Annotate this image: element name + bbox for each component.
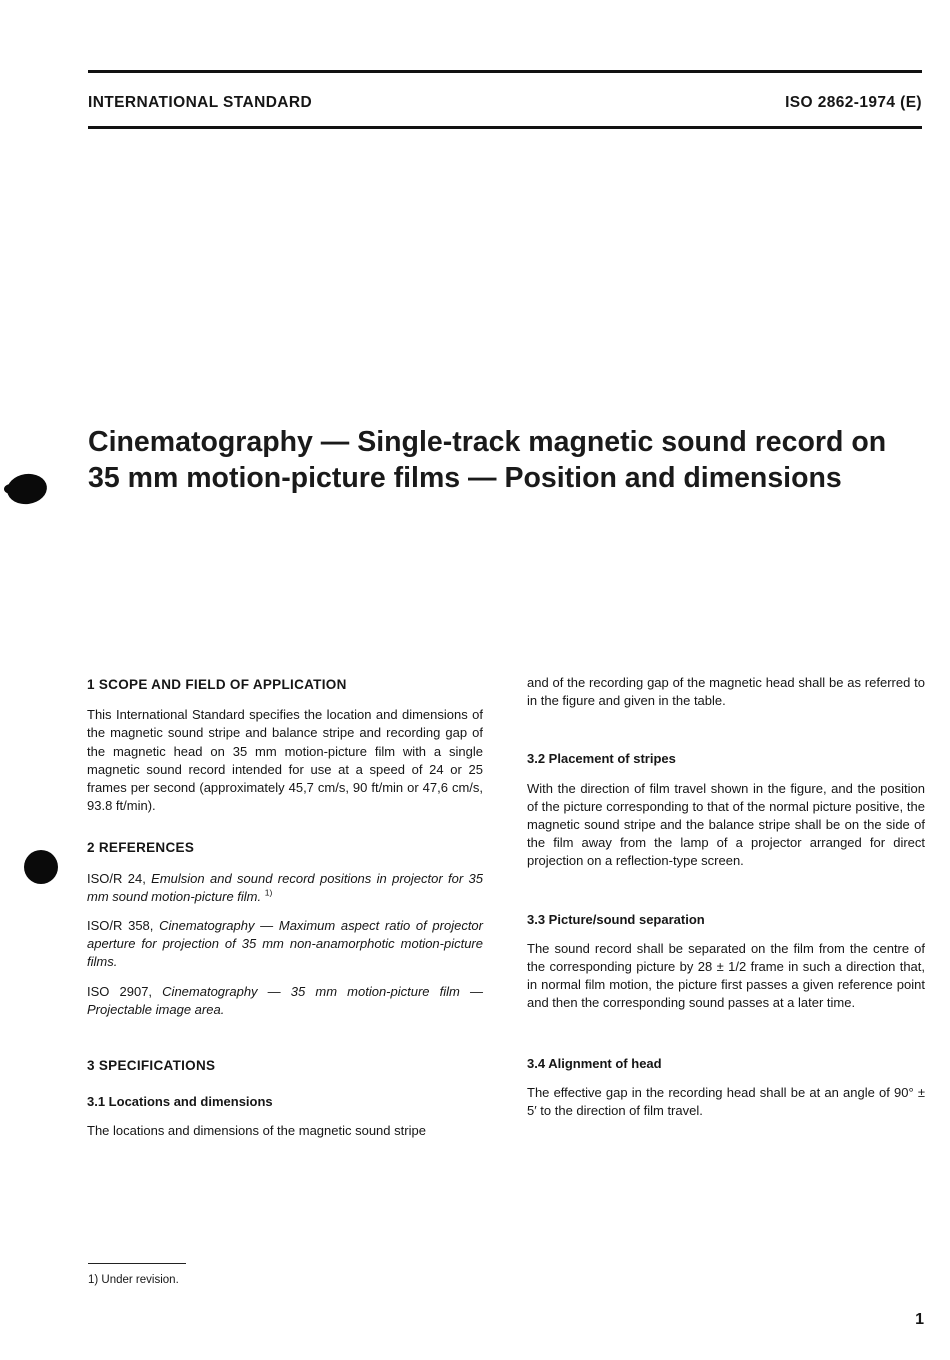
reference-item-3 (87, 983, 483, 1019)
section-3-heading: 3 SPECIFICATIONS (87, 1058, 216, 1074)
header-bottom-rule (88, 126, 922, 129)
section-3-3-text: The sound record shall be separated on the film from the centre of the corresponding picture by 28 ± 1/2 frame in such a direction that, in normal film motion, the picture first passes a given reference point and then the corresponding sound passes at a later time. (527, 940, 925, 1011)
punch-hole-mark-tail-icon (4, 484, 18, 494)
header-top-rule (88, 70, 922, 73)
footnote-marker: 1) (264, 887, 273, 898)
section-1-text: This International Standard specifies the location and dimensions of the magnetic sound stripe and balance stripe and recording gap of the magnetic head on 35 mm motion-picture film with a single magnetic sound record intended for use at a speed of 24 or 25 frames per second (approximately 45,7 cm/s, 90 ft/min or 47,6 cm/s, 93.8 ft/min). (87, 707, 483, 814)
section-1-heading: 1 SCOPE AND FIELD OF APPLICATION (87, 677, 347, 692)
section-3-2-text: With the direction of film travel shown in the figure, and the position of the picture corresponding to that of the normal picture positive, the magnetic sound stripe and the balance stripe shall be on the side of the film away from the lamp of a projector arranged for direct projection on a reflection-type screen. (527, 780, 925, 869)
section-3-1-heading: 3.1 Locations and dimensions (87, 1094, 273, 1110)
title-line-1: Cinematography — Single-track magnetic sound record on (88, 426, 887, 458)
reference-item-1 (87, 870, 483, 906)
reference-title: Cinematography — Maximum aspect ratio of projector aperture for projection of 35 mm non-anamorphotic motion-picture films. (87, 918, 483, 970)
title-line-2: 35 mm motion-picture films — Position and dimensions (88, 462, 842, 494)
reference-item-2 (87, 917, 483, 972)
page-number: 1 (915, 1311, 924, 1328)
punch-hole-mark-icon-2 (24, 850, 58, 884)
reference-title: Emulsion and sound record positions in projector for 35 mm sound motion-picture film. (87, 870, 483, 904)
section-3-4-heading: 3.4 Alignment of head (527, 1055, 662, 1071)
page-title (88, 424, 928, 496)
section-3-1-text-start: The locations and dimensions of the magnetic sound stripe (87, 1123, 426, 1139)
right-column (527, 676, 925, 1131)
reference-title: Cinematography — 35 mm motion-picture film — Projectable image area. (87, 983, 483, 1017)
footnote: 1) Under revision. (88, 1274, 179, 1286)
left-column (87, 676, 483, 1152)
section-3-3-heading: 3.3 Picture/sound separation (527, 911, 705, 927)
reference-code: ISO 2907, (87, 983, 153, 999)
document-number: ISO 2862-1974 (E) (785, 94, 922, 111)
section-3-2-heading: 3.2 Placement of stripes (527, 751, 676, 767)
footnote-rule (88, 1263, 186, 1264)
document-type-label: INTERNATIONAL STANDARD (88, 94, 313, 111)
section-3-1-text-continued: and of the recording gap of the magnetic head shall be as referred to in the figure and given in the table. (527, 675, 925, 709)
reference-code: ISO/R 24, (87, 870, 146, 886)
reference-code: ISO/R 358, (87, 918, 154, 934)
section-3-4-text: The effective gap in the recording head shall be at an angle of 90° ± 5′ to the direction of film travel. (527, 1084, 925, 1119)
section-2-heading: 2 REFERENCES (87, 840, 195, 856)
